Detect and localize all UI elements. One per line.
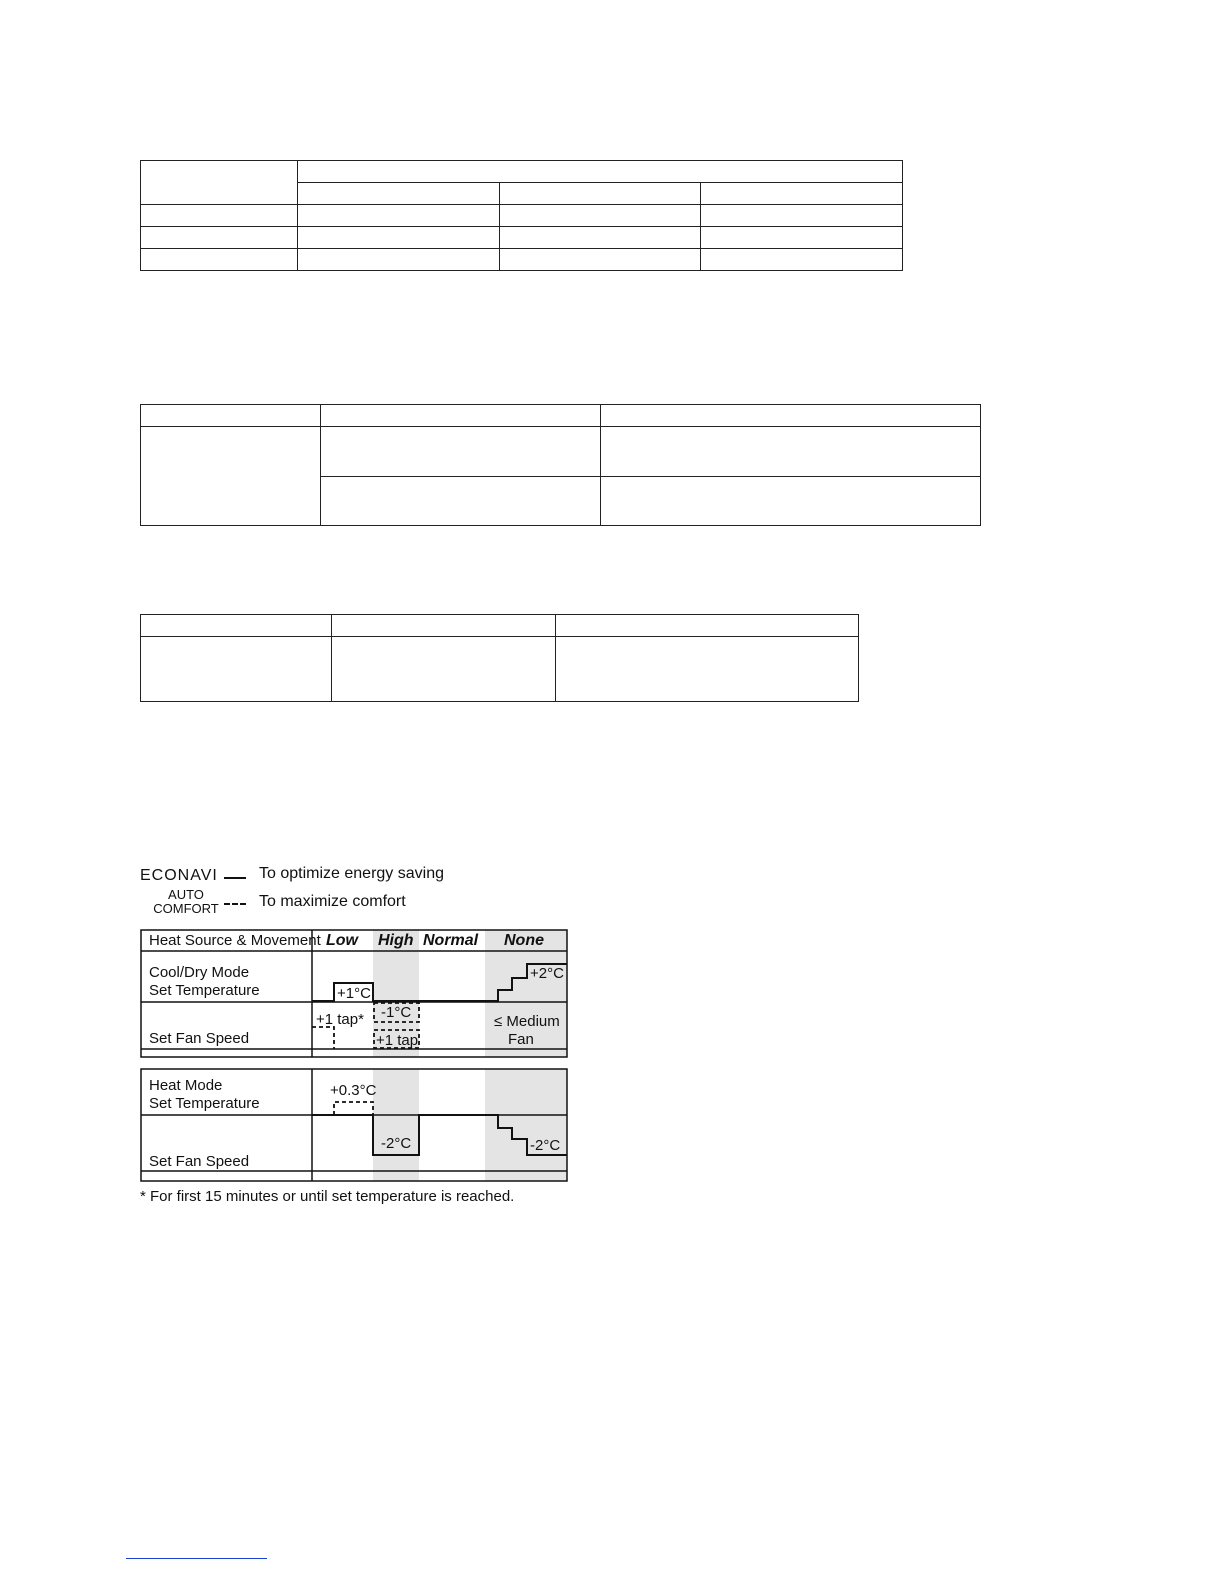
cool-none-value: +2°C [530,965,564,982]
cool-fan-high-bottom: +1 tap [376,1032,419,1049]
table-cell [701,183,903,205]
header-high: High [378,932,414,949]
table-row [141,637,859,702]
auto-comfort-logo [152,888,220,916]
econavi-logo: ECONAVI [140,867,218,884]
table-cell [321,427,601,477]
table-cell [298,161,903,183]
cool-fan-row-label: Set Fan Speed [149,1030,250,1047]
cool-row-label-2: Set Temperature [149,982,260,999]
cool-row-label-1: Cool/Dry Mode [149,964,250,981]
table-cell [141,161,298,205]
table-row [141,405,981,427]
econavi-legend-text: To optimize energy saving [259,865,444,882]
shade-high-bottom [373,1069,419,1181]
auto-comfort-logo-line1: AUTO [168,887,204,902]
cool-fan-dash-low [312,1027,334,1049]
table-cell [141,427,321,526]
heat-row-label-1: Heat Mode [149,1077,223,1094]
footer-link-underline [126,1558,267,1559]
cool-fan-none-1: ≤ Medium [494,1013,560,1030]
solid-line-legend-icon [224,877,246,879]
cool-low-value: +1°C [337,985,371,1002]
dashed-line-legend-icon [224,903,246,905]
table-3 [140,614,859,702]
cool-fan-high-top: -1°C [381,1004,412,1021]
heat-row-label-2: Set Temperature [149,1095,260,1112]
header-label: Heat Source & Movement [149,932,321,949]
table-2 [140,404,981,526]
table-row [141,205,903,227]
table-row [141,249,903,271]
heat-temp-dash-line [334,1102,373,1115]
header-normal: Normal [423,932,479,949]
table-cell [601,427,981,477]
heat-fan-none-value: -2°C [530,1137,561,1154]
table-cell [298,183,500,205]
footnote: * For first 15 minutes or until set temperature is reached. [140,1188,515,1205]
auto-comfort-logo-line2: COMFORT [153,901,219,916]
table-row [141,615,859,637]
header-low: Low [326,932,358,949]
table-row [141,227,903,249]
econavi-control-diagram [140,926,570,1193]
heat-fan-row-label: Set Fan Speed [149,1153,250,1170]
auto-comfort-legend-text: To maximize comfort [259,893,406,910]
cool-fan-low-value: +1 tap* [316,1011,364,1028]
header-none: None [504,932,544,949]
heat-fan-high-value: -2°C [381,1135,412,1152]
table-1 [140,160,903,271]
cool-fan-none-2: Fan [508,1031,534,1048]
table-cell [500,183,701,205]
heat-low-value: +0.3°C [330,1082,377,1099]
